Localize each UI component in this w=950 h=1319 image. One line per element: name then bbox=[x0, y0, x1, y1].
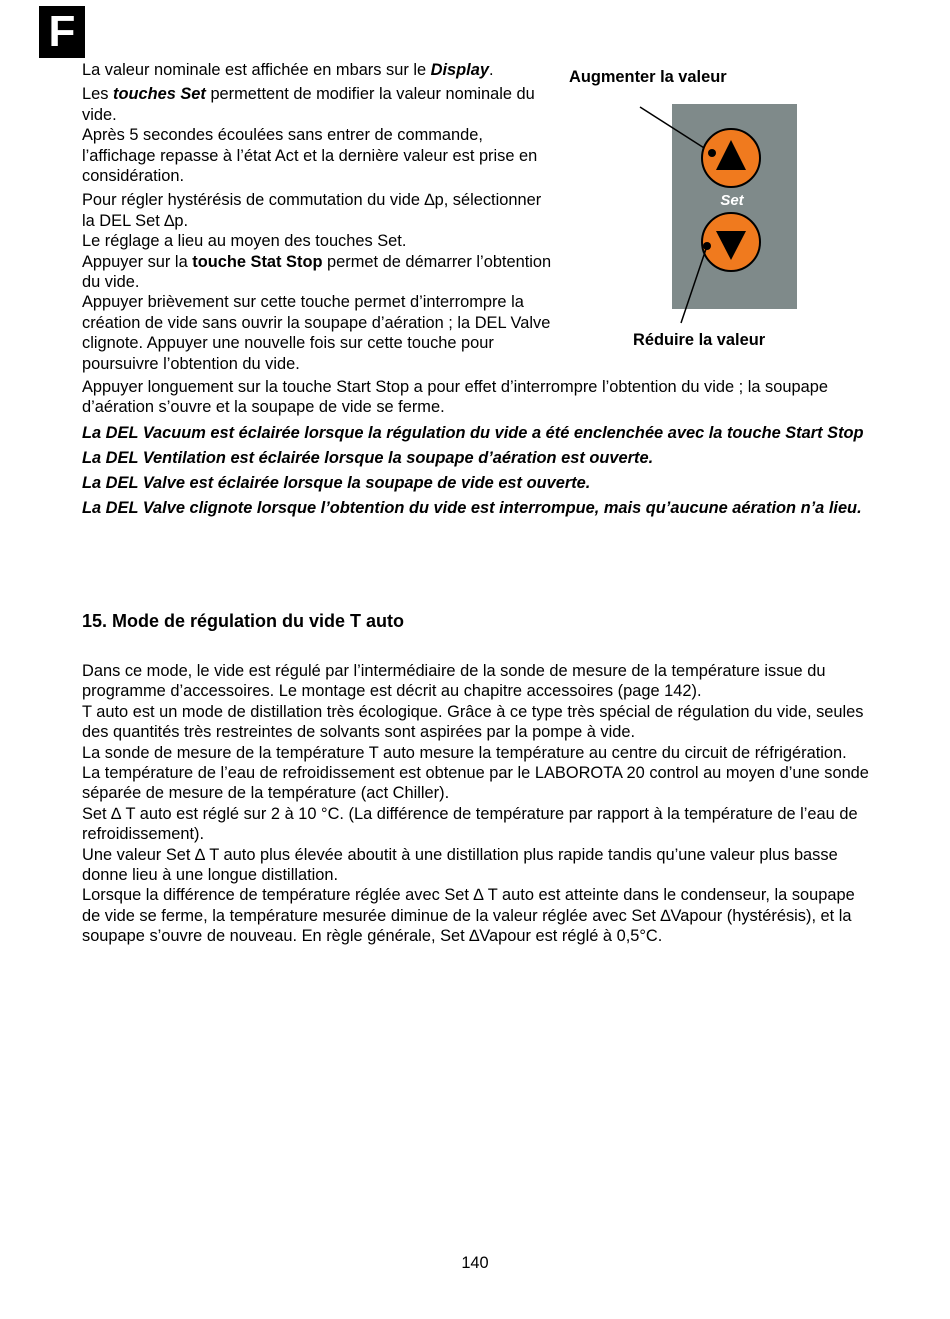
section-paragraph: Lorsque la différence de température réglée avec Set ∆ T auto est atteinte dans le condenseur, la soupape de vide se ferme, la température mesurée diminue de la valeur réglée avec Set ∆Vapour (hystérésis), et la soupape s’ouvre de nouveau. En règle générale, Set ∆Vapour est réglé à 0,5°C. bbox=[82, 886, 855, 946]
section-number: 15. bbox=[82, 611, 108, 631]
note-ventilation: La DEL Ventilation est éclairée lorsque la soupape d’aération est ouverte. bbox=[82, 448, 654, 467]
intro-paragraph-hysteresis: Pour régler hystérésis de commutation du vide ∆p, sélectionner la DEL Set ∆p. bbox=[82, 191, 542, 230]
set-label: Set bbox=[720, 192, 744, 209]
intro-paragraph-timeout: Après 5 secondes écoulées sans entrer de commande, l’affichage repasse à l’état Act et la dernière valeur est prise en considération. bbox=[82, 126, 538, 186]
start-stop-term: touche Stat Stop bbox=[192, 252, 323, 271]
section-title: Mode de régulation du vide T auto bbox=[112, 611, 405, 631]
section-paragraph: Une valeur Set ∆ T auto plus élevée aboutit à une distillation plus rapide tandis qu’une valeur plus basse donne lieu à une longue distillation. bbox=[82, 845, 838, 885]
section-paragraph: La température de l’eau de refroidissement est obtenue par le LABOROTA 20 control au moyen d’une sonde séparée de mesure de la température (act Chiller). bbox=[82, 764, 869, 803]
language-tab: F bbox=[39, 6, 85, 58]
text-span: permettent de modifier la valeur nominale du vide. bbox=[82, 85, 535, 124]
set-keys-figure bbox=[0, 0, 950, 400]
section-body bbox=[82, 661, 872, 947]
section-paragraph: Set ∆ T auto est réglé sur 2 à 10 °C. (La différence de température par rapport à la température de l’eau de refroidissement). bbox=[82, 804, 858, 844]
text-span: . bbox=[488, 61, 494, 79]
section-paragraph: Dans ce mode, le vide est régulé par l’intermédiaire de la sonde de mesure de la température issue du programme d’accessoires. Le montage est décrit au chapitre accessoires (page 142). bbox=[82, 662, 826, 701]
leader-line-down bbox=[681, 246, 707, 323]
intro-paragraph-adjust: Le réglage a lieu au moyen des touches Set. bbox=[82, 232, 407, 251]
leader-dot-up bbox=[708, 149, 716, 157]
page-number: 140 bbox=[461, 1254, 489, 1272]
increase-value-label: Augmenter la valeur bbox=[569, 68, 727, 86]
led-notes bbox=[82, 423, 872, 523]
section-paragraph: T auto est un mode de distillation très écologique. Grâce à ce type très spécial de régulation du vide, seules des quantités très restreintes de solvants sont aspirées par la pompe à vide. bbox=[82, 702, 864, 742]
leader-line-up bbox=[640, 107, 712, 153]
intro-paragraph-short-press: Appuyer brièvement sur cette touche permet d’interrompre la création de vide sans ouvrir la soupape d’aération ; la DEL Valve clignote. Appuyer une nouvelle fois sur cette touche pour poursuivre l’obtention du vide. bbox=[82, 293, 551, 373]
intro-paragraph-long-press: Appuyer longuement sur la touche Start Stop a pour effet d’interrompre l’obtention du vide ; la soupape d’aération s’ouvre et la soupape de vide se ferme. bbox=[82, 378, 828, 417]
text-span: La valeur nominale est affichée en mbars sur le bbox=[82, 61, 431, 79]
text-span: permet de démarrer l’obtention du vide. bbox=[82, 252, 552, 292]
display-term: Display bbox=[430, 61, 489, 79]
note-vacuum: La DEL Vacuum est éclairée lorsque la régulation du vide a été enclenchée avec la touche Start Stop bbox=[82, 424, 864, 442]
set-keys-term: touches Set bbox=[112, 85, 206, 104]
section-heading bbox=[82, 611, 404, 632]
note-valve-blink: La DEL Valve clignote lorsque l’obtention du vide est interrompue, mais qu’aucune aération n’a lieu. bbox=[82, 498, 862, 517]
text-span: Les bbox=[82, 85, 113, 104]
section-paragraph: La sonde de mesure de la température T auto mesure la température au centre du circuit de réfrigération. bbox=[82, 743, 847, 762]
note-valve-lit: La DEL Valve est éclairée lorsque la soupape de vide est ouverte. bbox=[82, 473, 591, 492]
text-span: Appuyer sur la bbox=[82, 252, 193, 271]
decrease-value-label: Réduire la valeur bbox=[633, 331, 766, 349]
